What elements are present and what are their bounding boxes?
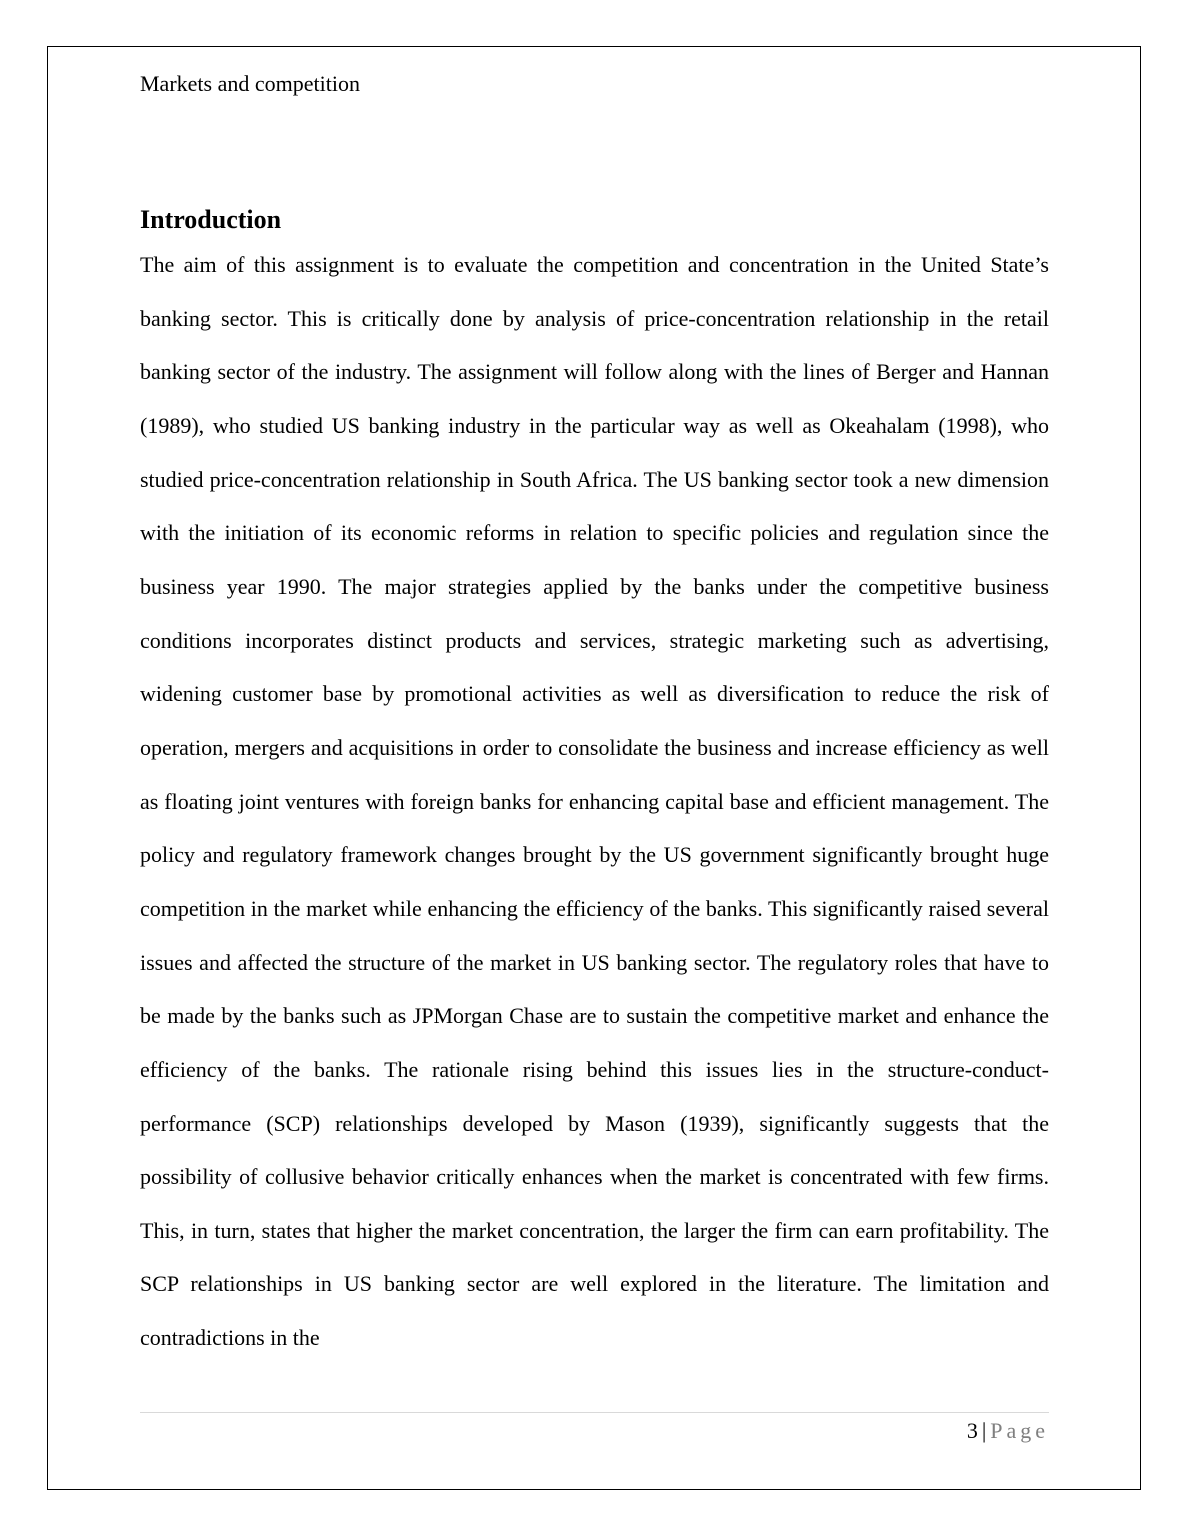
footer-separator: | [981, 1418, 987, 1443]
page-number: 3 [966, 1418, 978, 1443]
section-heading: Introduction [140, 205, 282, 234]
running-header: Markets and competition [140, 71, 360, 96]
body-paragraph: The aim of this assignment is to evaluate the competition and concentration in the United State’s banking sector. This is critically done by analysis of price-concentration relationship in the retail banking sector of the industry. The assignment will follow along with the lines of Berger and Hannan (1989), who studied US banking industry in the particular way as well as Okeahalam (1998), who studied price-concentration relationship in South Africa. The US banking sector took a new dimension with the initiation of its economic reforms in relation to specific policies and regulation since the business year 1990. The major strategies applied by the banks under the competitive business conditions incorporates distinct products and services, strategic marketing such as advertising, widening customer base by promotional activities as well as diversification to reduce the risk of operation, mergers and acquisitions in order to consolidate the business and increase efficiency as well as floating joint ventures with foreign banks for enhancing capital base and efficient management. The policy and regulatory framework changes brought by the US government significantly brought huge competition in the market while enhancing the efficiency of the banks. This significantly raised several issues and affected the structure of the market in US banking sector. The regulatory roles that have to be made by the banks such as JPMorgan Chase are to sustain the competitive market and enhance the efficiency of the banks. The rationale rising behind this issues lies in the structure-conduct-performance (SCP) relationships developed by Mason (1939), significantly suggests that the possibility of collusive behavior critically enhances when the market is concentrated with few firms. This, in turn, states that higher the market concentration, the larger the firm can earn profitability. The SCP relationships in US banking sector are well explored in the literature. The limitation and contradictions in the [140, 252, 1049, 1351]
page-label: Page [990, 1418, 1049, 1443]
page-footer [140, 1417, 1049, 1445]
footer-divider [140, 1412, 1049, 1413]
